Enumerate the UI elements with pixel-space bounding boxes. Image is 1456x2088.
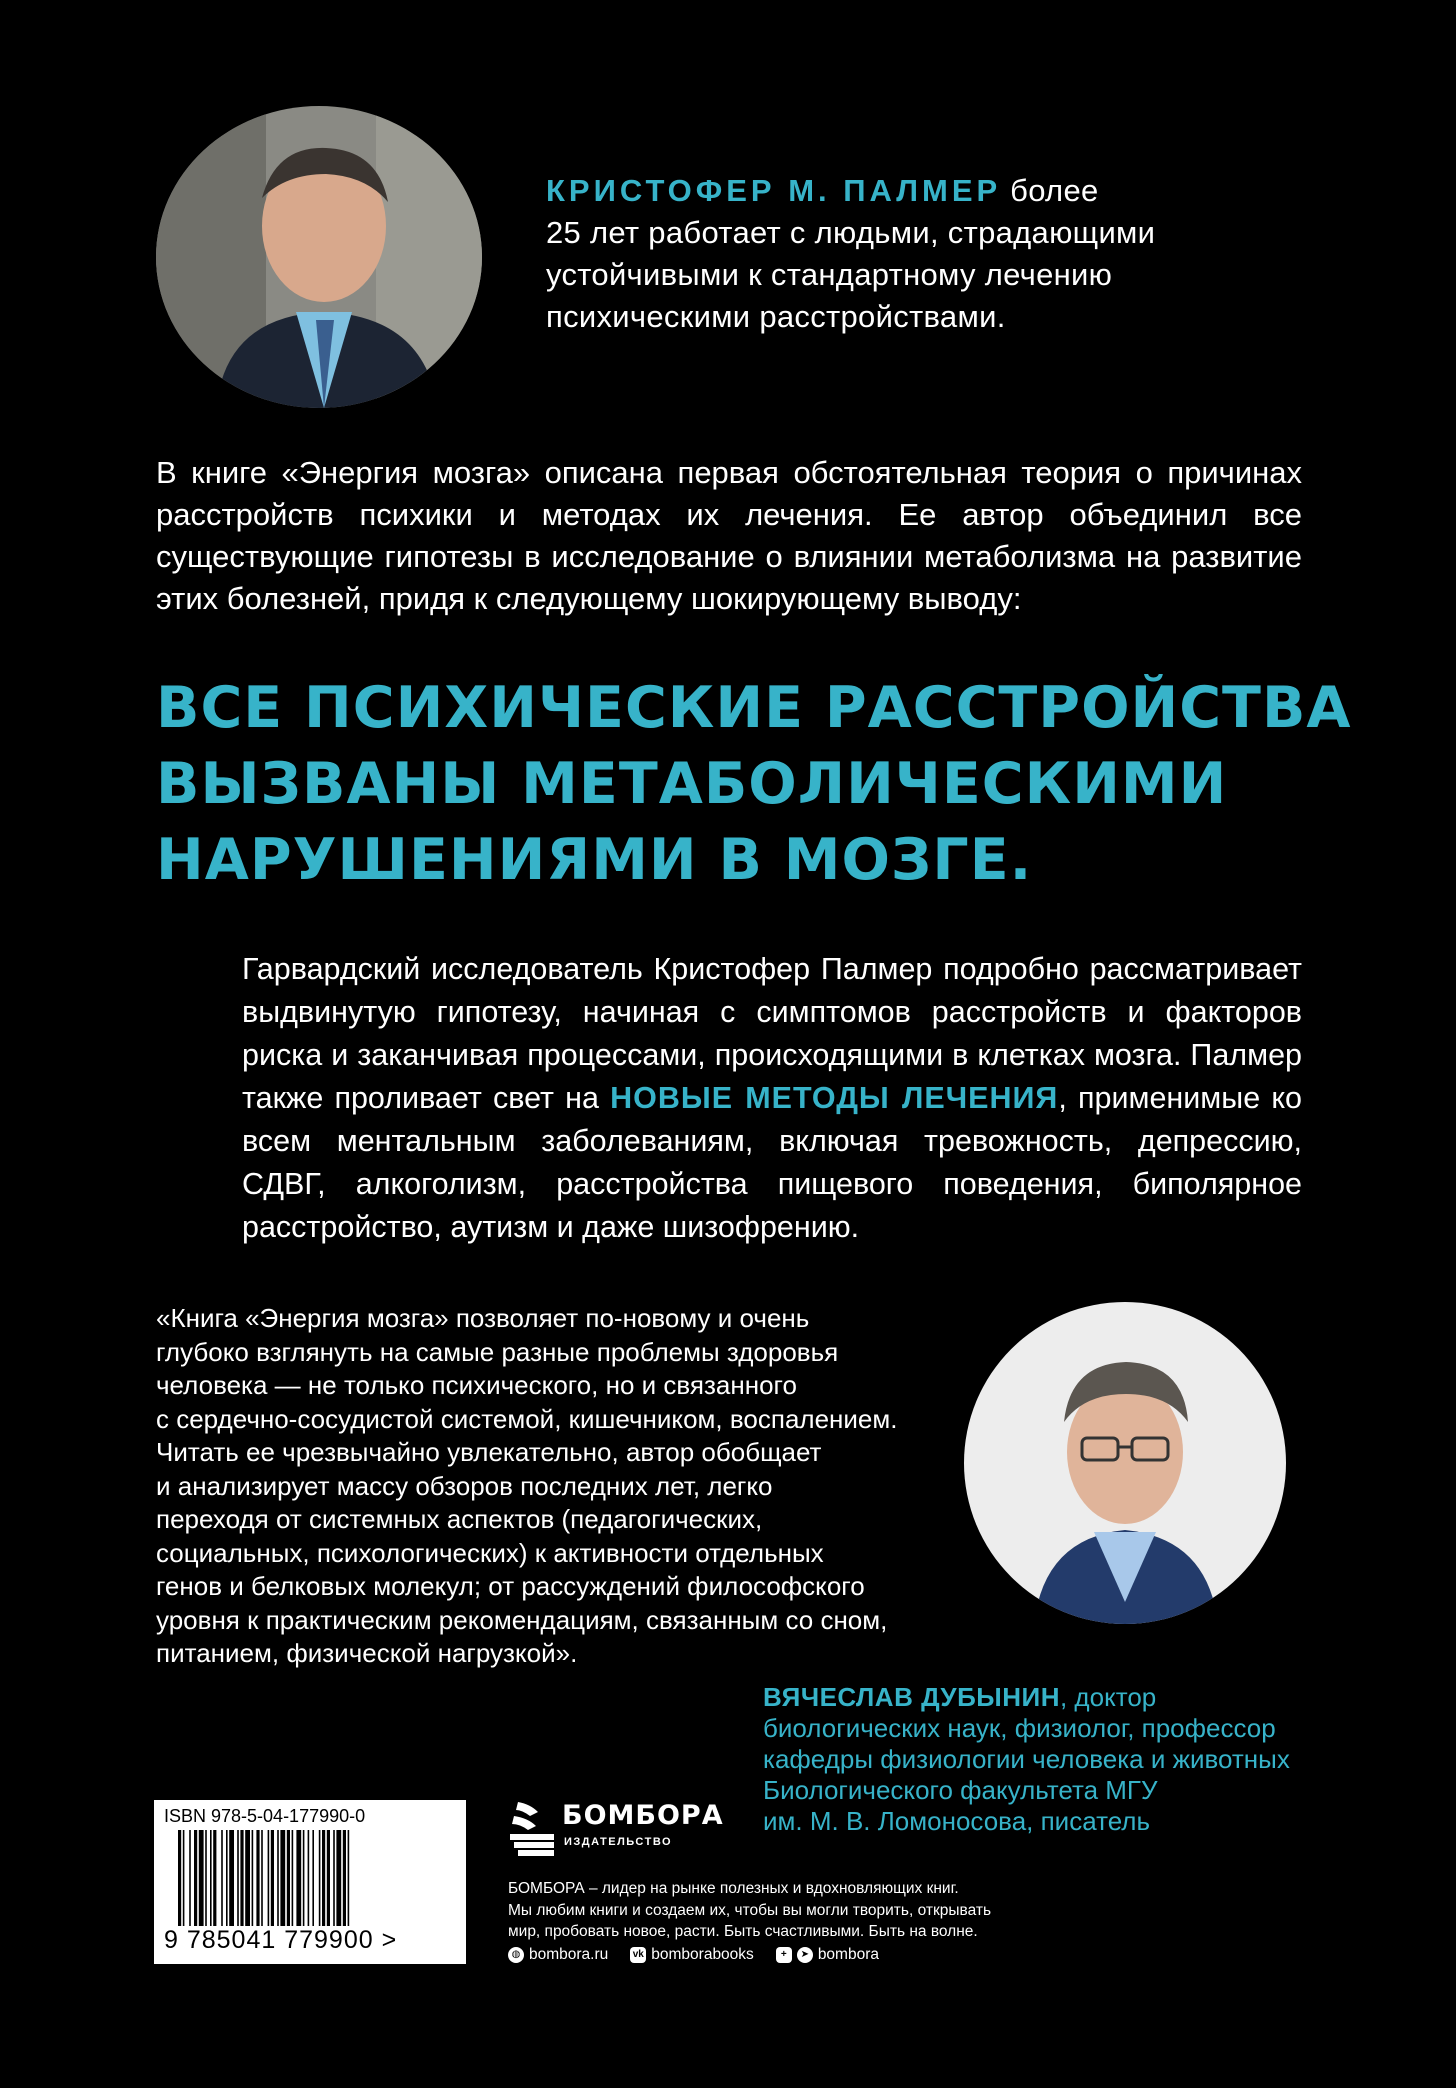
publisher-blurb (508, 1878, 1068, 1943)
barcode-bar (194, 1830, 197, 1926)
publisher-logo (508, 1798, 724, 1860)
barcode-bar (296, 1830, 301, 1926)
headline-line-3: НАРУШЕНИЯМИ В МОЗГЕ. (156, 827, 1033, 893)
barcode-bar (229, 1830, 234, 1926)
author-photo (156, 106, 482, 408)
barcode-bar (240, 1830, 243, 1926)
reviewer-photo (964, 1302, 1286, 1624)
barcode-bar (245, 1830, 250, 1926)
reviewer-name: ВЯЧЕСЛАВ ДУБЫНИН (763, 1682, 1060, 1712)
reviewer-line: Биологического факультета МГУ (763, 1775, 1158, 1805)
barcode-bar (210, 1830, 212, 1926)
barcode-bar (277, 1830, 279, 1926)
barcode-bar (189, 1830, 191, 1926)
plus-icon: + (776, 1947, 792, 1963)
barcode-bar (268, 1830, 270, 1926)
barcode-block (154, 1800, 466, 1964)
quote-line: и анализирует массу обзоров последних лет, легко (156, 1470, 773, 1501)
barcode-bar (261, 1830, 263, 1926)
barcode-bar (292, 1830, 294, 1926)
barcode-bar (183, 1830, 185, 1926)
quote-line: переходя от системных аспектов (педагогических, (156, 1504, 763, 1534)
isbn-number: ISBN 978-5-04-177990-0 (164, 1806, 366, 1826)
barcode-bar (237, 1830, 239, 1926)
quote-line: человека — не только психического, но и связанного (156, 1370, 797, 1400)
quote-line: генов и белковых молекул; от рассуждений философского (156, 1571, 865, 1601)
quote-line: социальных, психологических) к активности отдельных (156, 1537, 824, 1568)
barcode-bar (336, 1830, 341, 1926)
barcode-bar (343, 1830, 346, 1926)
quote-line: уровня к практическим рекомендациям, связанным со сном, (156, 1604, 888, 1635)
review-quote (156, 1302, 896, 1671)
author-bio-line-4: психическими расстройствами. (546, 299, 1006, 334)
reviewer-line: им. М. В. Ломоносова, писатель (763, 1806, 1151, 1836)
barcode-bar (256, 1830, 259, 1926)
barcode-bar (199, 1830, 204, 1926)
publisher-subtitle: ИЗДАТЕЛЬСТВО (564, 1836, 673, 1848)
publisher-socials (508, 1944, 879, 1966)
author-bio-line-2: 25 лет работает с людьми, страдающими (546, 215, 1156, 250)
reviewer-line-1: ВЯЧЕСЛАВ ДУБЫНИН, доктор (763, 1682, 1157, 1712)
barcode-bar (252, 1830, 254, 1926)
barcode-bar (205, 1830, 207, 1926)
barcode-bar (348, 1830, 350, 1926)
barcode-bar (280, 1830, 285, 1926)
publisher-logo-icon (508, 1798, 558, 1856)
barcode-bar (178, 1830, 181, 1926)
intro-paragraph: В книге «Энергия мозга» описана первая обстоятельная теория о причинах расстройств психики и методах их лечения. Ее автор объединил все существующие гипотезы в исследование о влиянии метаболизма на развитие этих болезней, придя к следующему шокирующему выводу: (156, 455, 1302, 616)
quote-line: Читать ее чрезвычайно увлекательно, автор обобщает (156, 1437, 822, 1467)
barcode-bar (308, 1830, 310, 1926)
reviewer-credit (763, 1682, 1343, 1837)
barcode-bar (221, 1830, 223, 1926)
author-bio (546, 170, 1266, 338)
barcode-bar (226, 1830, 228, 1926)
barcode-bar (287, 1830, 290, 1926)
publisher-blurb-line: Мы любим книги и создаем их, чтобы вы могли творить, открывать (508, 1901, 992, 1919)
reviewer-line: кафедры физиологии человека и животных (763, 1744, 1290, 1774)
author-bio-line-3: устойчивыми к стандартному лечению (546, 257, 1113, 292)
social-link-vk[interactable]: vk bomborabooks (630, 1946, 754, 1964)
quote-line: «Книга «Энергия мозга» позволяет по-новому и очень (156, 1303, 810, 1333)
barcode-bar (319, 1830, 321, 1926)
headline (156, 670, 1356, 898)
publisher-blurb-line: мир, пробовать новое, расти. Быть счастливыми. Быть на волне. (508, 1923, 978, 1940)
description-highlight: НОВЫЕ МЕТОДЫ ЛЕЧЕНИЯ (610, 1081, 1059, 1115)
social-link-website[interactable]: ◍ bombora.ru (508, 1946, 608, 1964)
headline-line-1: ВСЕ ПСИХИЧЕСКИЕ РАССТРОЙСТВА (156, 675, 1352, 741)
quote-line: питанием, физической нагрузкой». (156, 1638, 578, 1668)
telegram-icon: ➤ (797, 1947, 813, 1963)
social-link-telegram[interactable]: + ➤ bombora (776, 1946, 879, 1964)
barcode-bar (312, 1830, 314, 1926)
headline-line-2: ВЫЗВАНЫ МЕТАБОЛИЧЕСКИМИ (156, 751, 1228, 817)
barcode-bar (303, 1830, 305, 1926)
author-bio-line-1: КРИСТОФЕР М. ПАЛМЕР более (546, 173, 1099, 208)
description-paragraph: Гарвардский исследователь Кристофер Палмер подробно рассматривает выдвинутую гипотезу, начиная с симптомов расстройств и факторов риска и заканчивая процессами, происходящими в клетках мозга. Палмер также проливает свет на НОВЫЕ МЕТОДЫ ЛЕЧЕНИЯ, применимые ко всем ментальным заболеваниям, включая тревожность, депрессию, СДВГ, алкоголизм, расстройства пищевого поведения, биполярное расстройство, аутизм и даже шизофрению. (242, 952, 1302, 1244)
barcode-bar (213, 1830, 216, 1926)
author-name: КРИСТОФЕР М. ПАЛМЕР (546, 173, 1002, 208)
vk-icon: vk (630, 1947, 646, 1963)
quote-line: глубоко взглянуть на самые разные проблемы здоровья (156, 1336, 839, 1367)
reviewer-line: биологических наук, физиолог, профессор (763, 1713, 1276, 1743)
publisher-blurb-line: БОМБОРА – лидер на рынке полезных и вдохновляющих книг. (508, 1880, 959, 1897)
barcode-bar (322, 1830, 325, 1926)
barcode-bar (271, 1830, 274, 1926)
publisher-name: БОМБОРА (562, 1800, 724, 1831)
barcode-digits: 9 785041 779900 > (164, 1926, 398, 1954)
barcode-bars (178, 1830, 442, 1926)
barcode-bar (327, 1830, 330, 1926)
quote-line: с сердечно-сосудистой системой, кишечником, воспалением. (156, 1403, 898, 1434)
globe-icon: ◍ (508, 1947, 524, 1963)
barcode-bar (333, 1830, 335, 1926)
